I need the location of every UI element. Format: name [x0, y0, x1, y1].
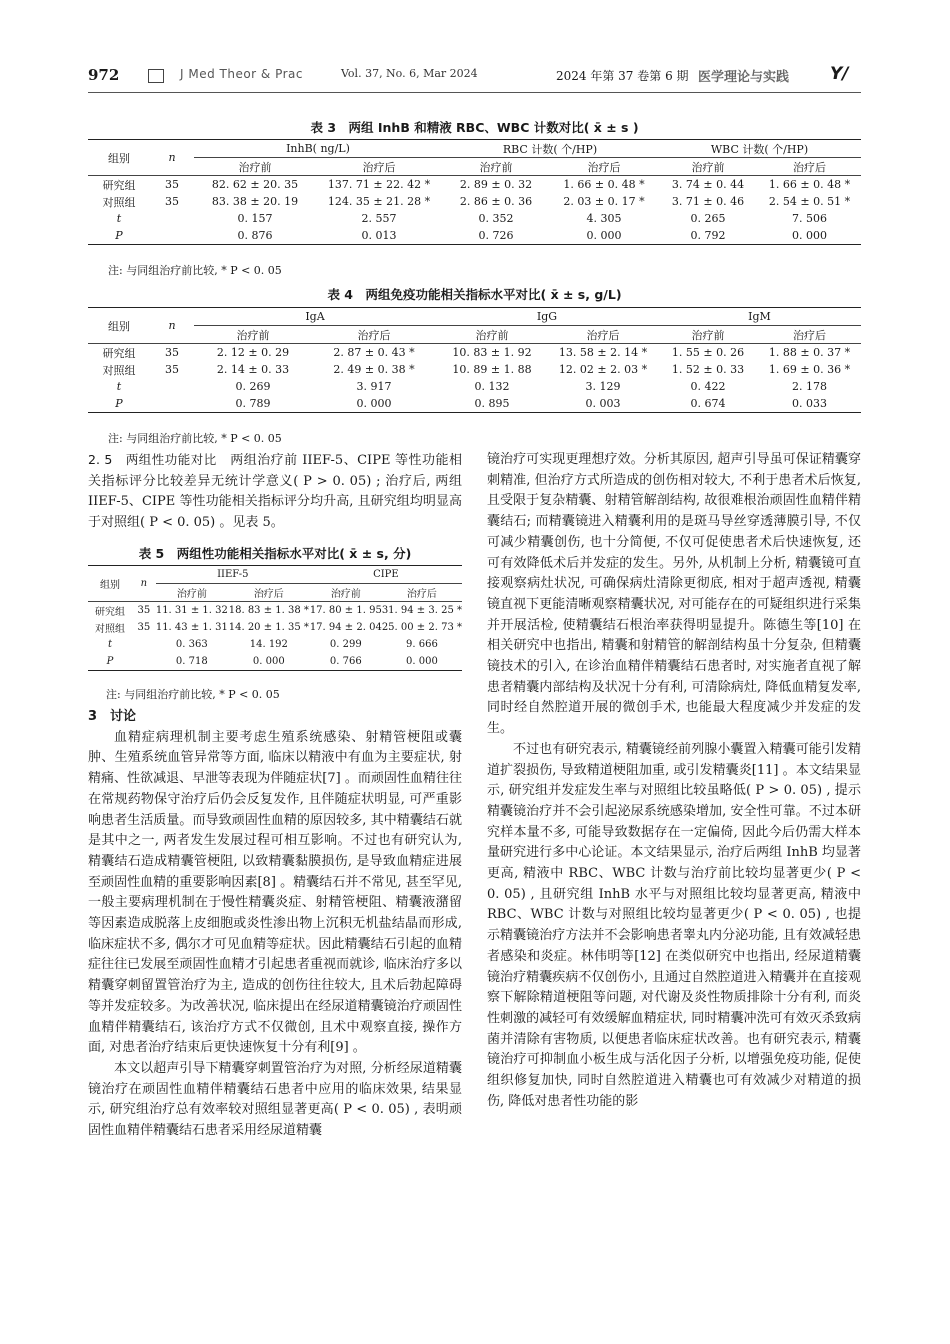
- table3-group-header: InhB( ng/L): [194, 140, 442, 158]
- table-cell: [150, 378, 194, 395]
- table-cell: 0. 363: [175, 639, 208, 650]
- table-cell: 4. 305: [586, 212, 622, 225]
- table5-group-header: IIEF-5: [156, 566, 310, 584]
- table-cell: 0. 000: [252, 656, 285, 667]
- table-cell: 83. 38 ± 20. 19: [211, 195, 299, 208]
- table-row: [88, 619, 462, 636]
- table3-note: 注: 与同组治疗前比较, * P < 0. 05: [108, 264, 282, 277]
- table5-group-header: CIPE: [310, 566, 462, 584]
- table-cell: t: [116, 380, 122, 393]
- table-cell: 9. 666: [406, 639, 438, 650]
- table3-caption: 表 3 两组 InhB 和精液 RBC、WBC 计数对比( x̄ ± s ): [310, 120, 639, 135]
- table4-group-header: IgG: [436, 308, 658, 326]
- table-cell: 2. 87 ± 0. 43 *: [333, 346, 415, 359]
- table5-sub-header: 治疗前: [176, 589, 207, 600]
- table-cell: 2. 54 ± 0. 51 *: [768, 195, 851, 208]
- table-cell: 对照组: [102, 195, 136, 209]
- table4: [88, 307, 861, 413]
- table-cell: 10. 83 ± 1. 92: [452, 346, 532, 359]
- table-row: [88, 344, 861, 362]
- table-row: [88, 602, 462, 620]
- table4-header-n: n: [150, 308, 194, 344]
- table-cell: 0. 265: [690, 212, 726, 225]
- table-cell: 0. 132: [474, 380, 510, 393]
- table-cell: 0. 726: [478, 229, 514, 242]
- table-cell: 35: [165, 178, 179, 191]
- table-cell: 1. 55 ± 0. 26: [671, 346, 745, 359]
- table-cell: 3. 917: [356, 380, 392, 393]
- table-row: [88, 193, 861, 210]
- journal-logo: Y/: [830, 64, 849, 84]
- table-cell: [150, 395, 194, 413]
- table-row: [88, 636, 462, 653]
- table-cell: 17. 80 ± 1. 95: [309, 605, 382, 616]
- table-cell: 3. 74 ± 0. 44: [671, 178, 745, 191]
- table-cell: 对照组: [94, 624, 125, 635]
- table-cell: 124. 35 ± 21. 28 *: [327, 195, 431, 208]
- page-number: 972: [88, 66, 120, 84]
- table-cell: 0. 352: [478, 212, 514, 225]
- table-cell: 14. 192: [249, 639, 288, 650]
- table-cell: 2. 557: [361, 212, 397, 225]
- table-cell: 0. 157: [237, 212, 273, 225]
- table4-header-group: 组别: [88, 308, 150, 344]
- table-cell: 2. 86 ± 0. 36: [459, 195, 533, 208]
- table-cell: 7. 506: [792, 212, 827, 225]
- table-cell: 35: [165, 363, 179, 376]
- table-cell: 0. 792: [690, 229, 726, 242]
- table-cell: 研究组: [102, 346, 136, 360]
- table-cell: 1. 52 ± 0. 33: [671, 363, 745, 376]
- page-header: [88, 66, 858, 88]
- table-cell: 137. 71 ± 22. 42 *: [327, 178, 431, 191]
- table3-group-header: WBC 计数( 个/HP): [658, 140, 861, 158]
- table-cell: 0. 000: [792, 229, 827, 242]
- table5-header-group: 组别: [88, 566, 132, 602]
- table4-caption: 表 4 两组免疫功能相关指标水平对比( x̄ ± s, g/L): [327, 287, 622, 302]
- table5-header-n: n: [132, 566, 156, 602]
- table-cell: 2. 89 ± 0. 32: [459, 178, 533, 191]
- table-cell: 13. 58 ± 2. 14 *: [558, 346, 648, 359]
- table-cell: [150, 227, 194, 245]
- table-cell: P: [115, 397, 123, 410]
- volume-info: Vol. 37, No. 6, Mar 2024: [341, 67, 478, 80]
- table-row: [88, 653, 462, 671]
- table-cell: 0. 718: [175, 656, 208, 667]
- table-cell: 31. 94 ± 3. 25 *: [381, 605, 462, 616]
- table4-sub-header: 治疗前: [475, 328, 509, 342]
- table-cell: 18. 83 ± 1. 38 *: [228, 605, 309, 616]
- section-2-5-heading: 2. 5 两组性功能对比: [88, 452, 217, 467]
- table-cell: 0. 895: [474, 397, 510, 410]
- table-cell: 3. 71 ± 0. 46: [671, 195, 745, 208]
- table4-note: 注: 与同组治疗前比较, * P < 0. 05: [108, 432, 282, 445]
- table4-sub-header: 治疗后: [586, 328, 620, 342]
- table-cell: 0. 033: [792, 397, 827, 410]
- paragraph: 不过也有研究表示, 精囊镜经前列腺小囊置入精囊可能引发精道扩裂损伤, 导致精道梗阻加重, 或引发精囊炎[11] 。本文结果显示, 研究组并发症发生率与对照组比较虽略低( P > 0. 05) , 提示精囊镜治疗并不会引起泌尿系统感染增加, 安全性可靠。不过本研究样本量不多, 可能导致数据存在一定偏倚, 因此今后仍需大样本量研究进行多中心论证。本文结果显示, 治疗后两组 InhB 均显著更高, 精液中 RBC、WBC 计数与治疗前比较均显著更少( P < 0. 05) , 且研究组 InhB 水平与对照组比较均显著更高, 精液中 RBC、WBC 计数与对照组比较均显著更少( P < 0. 05) , 也提示精囊镜治疗方法并不会影响患者睾丸内分泌功能, 且有效减轻患者感染和炎症。林伟明等[12] 在类似研究中也指出, 经尿道精囊镜治疗精囊疾病不仅创伤小, 且通过自然腔道进入精囊并在直接观察下解除精道梗阻等问题, 对代谢及炎性物质排除十分有利, 而炎性刺激的减轻可有效缓解血精症状, 同时精囊冲洗可有效灭杀致病菌并清除有害物质, 以便患者临床症状改善。也有研究表示, 精囊镜治疗可抑制血小板生成与活化因子分析, 以增强免疫功能, 促使组织修复加快, 同时自然腔道进入精囊也可有效减少对精道的损伤, 降低对患者性功能的影: [487, 741, 861, 1109]
- table3-sub-header: 治疗后: [362, 160, 396, 174]
- table-row: [88, 395, 861, 413]
- table-cell: t: [107, 639, 112, 650]
- table-cell: [150, 210, 194, 227]
- table-row: [88, 210, 861, 227]
- table-cell: 3. 129: [585, 380, 621, 393]
- table-cell: t: [116, 212, 122, 225]
- table3: [88, 139, 861, 245]
- journal-name-en: J Med Theor & Prac: [180, 67, 304, 81]
- table3-header-group: 组别: [88, 140, 150, 176]
- table5-sub-header: 治疗前: [330, 589, 361, 600]
- table-cell: 35: [137, 605, 151, 616]
- table-cell: [132, 636, 156, 653]
- table-cell: 35: [165, 346, 179, 359]
- table-cell: 0. 000: [356, 397, 392, 410]
- table-cell: 0. 269: [235, 380, 271, 393]
- table-cell: 0. 013: [361, 229, 397, 242]
- table5-note: 注: 与同组治疗前比较, * P < 0. 05: [106, 688, 280, 701]
- table3-sub-header: 治疗前: [238, 160, 272, 174]
- table-cell: 0. 674: [690, 397, 726, 410]
- table-cell: 2. 14 ± 0. 33: [216, 363, 290, 376]
- paragraph: 血精症病理机制主要考虑生殖系统感染、射精管梗阻或囊肿、生殖系统血管异常等方面, 临床以精液中有血为主要症状, 射精痛、性欲减退、早泄等表现为伴随症状[7] 。而顽固性血精往往在常规药物保守治疗后仍会反复发作, 且伴随症状明显, 可严重影响患者生活质量。而导致顽固性血精的原因较多, 其中精囊结石就是其中之一, 两者发生发展过程可相互影响。不过也有研究认为, 精囊结石造成精囊管梗阻, 以致精囊黏膜损伤, 是导致血精症进展至顽固性血精的重要影响因素[8] 。精囊结石并不常见, 甚至罕见, 一般主要病理机制在于慢性精囊炎症、射精管梗阻、精囊液潴留等因素造成脱落上皮细胞或炎性渗出物上沉积无机盐结晶而形成, 临床症状不多, 偶尔才可见血精等症状。因此精囊结石引起的血精症往往已发展至顽固性血精才引起患者重视而就诊, 临床治疗多以精囊穿刺留置管治疗为主, 造成的创伤往往较大, 且术后勃起障碍等并发症较多。为改善状况, 临床提出在经尿道精囊镜治疗顽固性血精伴精囊结石, 该治疗方式不仅微创, 且术中观察直接, 操作方面, 对患者治疗结束后更快速恢复十分有利[9] 。: [88, 729, 462, 1056]
- table-cell: 2. 12 ± 0. 29: [216, 346, 290, 359]
- table-cell: 11. 43 ± 1. 31: [155, 622, 228, 633]
- table-cell: P: [106, 656, 114, 667]
- table-cell: 0. 789: [235, 397, 271, 410]
- table3-sub-header: 治疗前: [691, 160, 725, 174]
- table-cell: 0. 766: [329, 656, 362, 667]
- table-cell: 0. 003: [585, 397, 621, 410]
- table-cell: 2. 03 ± 0. 17 *: [563, 195, 645, 208]
- table-cell: 35: [165, 195, 179, 208]
- section-3-left: [88, 707, 462, 1142]
- table-cell: P: [115, 229, 123, 242]
- table3-sub-header: 治疗前: [479, 160, 513, 174]
- table-cell: 2. 49 ± 0. 38 *: [333, 363, 415, 376]
- table-cell: 1. 66 ± 0. 48 *: [768, 178, 851, 191]
- table-cell: 1. 69 ± 0. 36 *: [768, 363, 851, 376]
- table-cell: 1. 88 ± 0. 37 *: [768, 346, 851, 359]
- table5: [88, 565, 462, 671]
- table-cell: 0. 000: [586, 229, 622, 242]
- table-cell: [132, 653, 156, 671]
- table-cell: 0. 422: [690, 380, 726, 393]
- section-3-right: [487, 450, 861, 1113]
- table-cell: 14. 20 ± 1. 35 *: [228, 622, 309, 633]
- table5-caption: 表 5 两组性功能相关指标水平对比( x̄ ± s, 分): [138, 546, 412, 561]
- table3-sub-header: 治疗后: [587, 160, 621, 174]
- table-cell: 10. 89 ± 1. 88: [452, 363, 532, 376]
- table5-sub-header: 治疗后: [253, 589, 284, 600]
- paragraph: 本文以超声引导下精囊穿刺置管治疗为对照, 分析经尿道精囊镜治疗在顽固性血精伴精囊结石患者中应用的临床效果, 结果显示, 研究组治疗总有效率较对照组显著更高( P < 0. 05) , 表明顽固性血精伴精囊结石患者采用经尿道精囊: [88, 1060, 462, 1139]
- table-cell: 0. 299: [329, 639, 362, 650]
- table-row: [88, 176, 861, 194]
- paragraph: 镜治疗可实现更理想疗效。分析其原因, 超声引导虽可保证精囊穿刺精准, 但治疗方式所造成的创伤相对较大, 不利于患者术后恢复, 且受限于复杂精囊、射精管解剖结构, 故很难根治顽固性血精伴精囊结石; 而精囊镜进入精囊利用的是斑马导丝穿透薄膜引导, 不仅可减少精囊创伤, 也十分简便, 不仅可促使患者术后快速恢复, 还可有效降低术后并发症的发生。另外, 从机制上分析, 精囊镜可直接观察病灶状况, 可确保病灶清除更彻底, 相对于超声透视, 精囊镜直视下更能清晰观察精囊状况, 对可能存在的可疑组织进行采集并开展活检, 使精囊结石根治率获得明显提升。陈德生等[10] 在相关研究中也指出, 精囊和射精管的解剖结构虽十分复杂, 但精囊镜技术的引入, 在诊治血精伴精囊结石患者时, 对实施者直视了解患者精囊内部结构及状况十分有利, 可清除病灶, 降低血精复发率, 同时经自然腔道开展的微创手术, 也能最大程度减少并发症的发生。: [487, 452, 861, 737]
- journal-name-cn: 医学理论与实践: [698, 70, 790, 85]
- table-cell: 82. 62 ± 20. 35: [211, 178, 299, 191]
- table-cell: 11. 31 ± 1. 32: [155, 605, 228, 616]
- table-cell: 12. 02 ± 2. 03 *: [558, 363, 648, 376]
- table-row: [88, 378, 861, 395]
- table-row: [88, 227, 861, 245]
- journal-box-icon: [148, 69, 164, 83]
- table4-group-header: IgA: [194, 308, 436, 326]
- table-cell: 35: [137, 622, 151, 633]
- table-cell: 0. 000: [406, 656, 438, 667]
- table4-sub-header: 治疗前: [691, 328, 725, 342]
- table-cell: 研究组: [102, 178, 136, 192]
- section-3-heading: 3 讨论: [88, 709, 137, 724]
- section-2-5: [88, 450, 462, 534]
- table4-sub-header: 治疗后: [357, 328, 391, 342]
- table-cell: 0. 876: [237, 229, 273, 242]
- section-2-5-text: 两组治疗前 IIEF-5、CIPE 等性功能相关指标评分比较差异无统计学意义( P > 0. 05) ; 治疗后, 两组 IIEF-5、CIPE 等性功能相关指标评分均升高, 且研究组均明显高于对照组( P < 0. 05) 。见表 5。: [88, 453, 462, 531]
- header-rule: [88, 92, 861, 93]
- table-cell: 1. 66 ± 0. 48 *: [563, 178, 645, 191]
- table3-sub-header: 治疗后: [793, 160, 826, 174]
- table3-header-n: n: [150, 140, 194, 176]
- table-cell: 17. 94 ± 2. 04: [309, 622, 382, 633]
- table4-sub-header: 治疗前: [236, 328, 270, 342]
- table-cell: 对照组: [102, 363, 136, 377]
- table-cell: 2. 178: [792, 380, 827, 393]
- table3-group-header: RBC 计数( 个/HP): [442, 140, 658, 158]
- table-row: [88, 361, 861, 378]
- issue-cn: 2024 年第 37 卷第 6 期: [556, 69, 689, 83]
- table4-sub-header: 治疗后: [793, 328, 826, 342]
- table-cell: 25. 00 ± 2. 73 *: [381, 622, 462, 633]
- table4-group-header: IgM: [658, 308, 861, 326]
- table-cell: 研究组: [94, 607, 125, 618]
- table5-sub-header: 治疗后: [406, 589, 437, 600]
